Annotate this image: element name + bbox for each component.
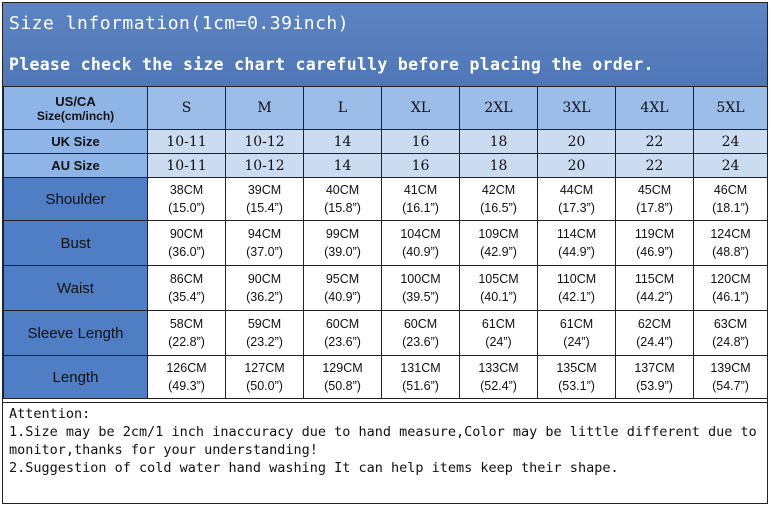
measurement-inch: (15.8”) bbox=[324, 201, 361, 215]
measurement-cm: 86CM bbox=[169, 272, 204, 286]
measurement-inch: (42.9”) bbox=[480, 245, 517, 259]
measurement-cm: 61CM bbox=[559, 317, 594, 331]
measurement-cell bbox=[538, 311, 616, 356]
measurement-row bbox=[4, 178, 768, 221]
measurement-cell bbox=[694, 221, 768, 266]
measurement-cell bbox=[148, 266, 226, 311]
au-size-cell: 18 bbox=[460, 154, 538, 178]
measurement-inch: (36.0”) bbox=[168, 245, 205, 259]
measurement-inch: (54.7”) bbox=[712, 379, 749, 393]
measurement-cm: 38CM bbox=[169, 183, 204, 197]
measurement-cm: 58CM bbox=[169, 317, 204, 331]
size-header-row bbox=[4, 87, 768, 130]
size-info-title: Size lnformation(1cm=0.39inch) bbox=[9, 13, 350, 34]
measurement-cell bbox=[226, 311, 304, 356]
note-line: 1.Size may be 2cm/1 inch inaccuracy due to hand measure,Color may be little different due to bbox=[9, 424, 757, 440]
corner-label-us-ca: US/CA bbox=[55, 93, 96, 109]
measurement-cell bbox=[616, 178, 694, 221]
au-size-cell: 16 bbox=[382, 154, 460, 178]
measurement-cm: 129CM bbox=[322, 361, 363, 375]
measurement-inch: (15.4”) bbox=[246, 201, 283, 215]
measurement-cm: 120CM bbox=[710, 272, 751, 286]
au-size-cell: 22 bbox=[616, 154, 694, 178]
measurement-inch: (22.8”) bbox=[168, 335, 205, 349]
measurement-inch: (50.0”) bbox=[246, 379, 283, 393]
measurement-cell bbox=[226, 356, 304, 399]
measurement-cm: 126CM bbox=[166, 361, 207, 375]
measurement-cm: 110CM bbox=[556, 272, 597, 286]
measurement-cm: 127CM bbox=[244, 361, 285, 375]
measurement-cell bbox=[382, 266, 460, 311]
measurement-cm: 109CM bbox=[478, 227, 519, 241]
uk-size-cell: 18 bbox=[460, 130, 538, 154]
measurement-row bbox=[4, 356, 768, 399]
size-header-cell: 3XL bbox=[538, 87, 616, 130]
measurement-inch: (15.0”) bbox=[168, 201, 205, 215]
measurement-cm: 135CM bbox=[556, 361, 597, 375]
measurement-cell bbox=[148, 221, 226, 266]
measurement-cell bbox=[694, 266, 768, 311]
measurement-label: Bust bbox=[4, 221, 148, 266]
measurement-inch: (35.4”) bbox=[168, 290, 205, 304]
measurement-inch: (46.9”) bbox=[636, 245, 673, 259]
measurement-cm: 137CM bbox=[634, 361, 675, 375]
measurement-cell bbox=[694, 311, 768, 356]
attention-heading: Attention: bbox=[9, 406, 91, 422]
measurement-inch: (53.1”) bbox=[558, 379, 595, 393]
measurement-inch: (44.2”) bbox=[636, 290, 673, 304]
measurement-inch: (17.8”) bbox=[636, 201, 673, 215]
size-header-cell: 5XL bbox=[694, 87, 768, 130]
uk-size-cell: 10-12 bbox=[226, 130, 304, 154]
measurement-cm: 45CM bbox=[637, 183, 672, 197]
measurement-label: Length bbox=[4, 356, 148, 399]
measurement-cell bbox=[382, 311, 460, 356]
measurement-inch: (18.1”) bbox=[712, 201, 749, 215]
measurement-cell bbox=[304, 356, 382, 399]
measurement-cell bbox=[460, 356, 538, 399]
size-header-cell: 2XL bbox=[460, 87, 538, 130]
measurement-cm: 44CM bbox=[559, 183, 594, 197]
measurement-cm: 95CM bbox=[325, 272, 360, 286]
measurement-cm: 124CM bbox=[710, 227, 751, 241]
measurement-inch: (39.5”) bbox=[402, 290, 439, 304]
measurement-cm: 60CM bbox=[403, 317, 438, 331]
note-line: 2.Suggestion of cold water hand washing It can help items keep their shape. bbox=[9, 460, 619, 476]
measurement-inch: (53.9”) bbox=[636, 379, 673, 393]
au-size-cell: 24 bbox=[694, 154, 768, 178]
size-chart-instruction: Please check the size chart carefully before placing the order. bbox=[9, 55, 654, 74]
measurement-inch: (23.2”) bbox=[246, 335, 283, 349]
measurement-cell bbox=[226, 266, 304, 311]
measurement-cm: 62CM bbox=[637, 317, 672, 331]
au-size-cell: 10-12 bbox=[226, 154, 304, 178]
measurement-cell bbox=[538, 266, 616, 311]
size-header-cell: L bbox=[304, 87, 382, 130]
corner-label bbox=[4, 87, 148, 130]
measurement-inch: (46.1”) bbox=[712, 290, 749, 304]
measurement-cell bbox=[694, 356, 768, 399]
measurement-inch: (17.3”) bbox=[558, 201, 595, 215]
measurement-cm: 139CM bbox=[710, 361, 751, 375]
measurement-cm: 114CM bbox=[556, 227, 597, 241]
measurement-cm: 100CM bbox=[400, 272, 441, 286]
measurement-inch: (24.8”) bbox=[712, 335, 749, 349]
uk-size-cell: 14 bbox=[304, 130, 382, 154]
measurement-inch: (23.6”) bbox=[324, 335, 361, 349]
measurement-inch: (40.9”) bbox=[324, 290, 361, 304]
measurement-cm: 61CM bbox=[481, 317, 516, 331]
uk-size-cell: 10-11 bbox=[148, 130, 226, 154]
uk-size-cell: 20 bbox=[538, 130, 616, 154]
measurement-cell bbox=[148, 178, 226, 221]
note-line: monitor,thanks for your understanding! bbox=[9, 442, 318, 458]
au-size-cell: 10-11 bbox=[148, 154, 226, 178]
measurement-inch: (49.3”) bbox=[168, 379, 205, 393]
attention-notes bbox=[3, 402, 767, 504]
measurement-cm: 63CM bbox=[713, 317, 748, 331]
measurement-cm: 104CM bbox=[400, 227, 441, 241]
measurement-inch: (51.6”) bbox=[402, 379, 439, 393]
measurement-cm: 40CM bbox=[325, 183, 360, 197]
measurement-cell bbox=[148, 356, 226, 399]
uk-size-cell: 16 bbox=[382, 130, 460, 154]
measurement-cell bbox=[538, 356, 616, 399]
measurement-cm: 39CM bbox=[247, 183, 282, 197]
au-size-row bbox=[4, 154, 768, 178]
measurement-inch: (37.0”) bbox=[246, 245, 283, 259]
measurement-inch: (42.1”) bbox=[558, 290, 595, 304]
measurement-inch: (16.1”) bbox=[402, 201, 439, 215]
measurement-inch: (24”) bbox=[563, 335, 590, 349]
measurement-rows bbox=[4, 178, 768, 399]
measurement-cm: 46CM bbox=[713, 183, 748, 197]
measurement-inch: (24.4”) bbox=[636, 335, 673, 349]
measurement-cell bbox=[304, 311, 382, 356]
measurement-cell bbox=[304, 221, 382, 266]
measurement-cell bbox=[304, 178, 382, 221]
measurement-cell bbox=[694, 178, 768, 221]
uk-size-row bbox=[4, 130, 768, 154]
measurement-inch: (23.6”) bbox=[402, 335, 439, 349]
measurement-cm: 131CM bbox=[400, 361, 441, 375]
measurement-cm: 133CM bbox=[478, 361, 519, 375]
size-header-cell: 4XL bbox=[616, 87, 694, 130]
uk-size-cell: 22 bbox=[616, 130, 694, 154]
measurement-cell bbox=[616, 221, 694, 266]
measurement-row bbox=[4, 311, 768, 356]
measurement-cell bbox=[226, 221, 304, 266]
measurement-cm: 90CM bbox=[247, 272, 282, 286]
measurement-cm: 60CM bbox=[325, 317, 360, 331]
measurement-cm: 42CM bbox=[481, 183, 516, 197]
measurement-cell bbox=[460, 266, 538, 311]
measurement-cell bbox=[616, 266, 694, 311]
measurement-label: Shoulder bbox=[4, 178, 148, 221]
measurement-inch: (50.8”) bbox=[324, 379, 361, 393]
size-header-cell: S bbox=[148, 87, 226, 130]
measurement-inch: (16.5”) bbox=[480, 201, 517, 215]
measurement-inch: (48.8”) bbox=[712, 245, 749, 259]
au-size-cell: 14 bbox=[304, 154, 382, 178]
measurement-cell bbox=[460, 311, 538, 356]
measurement-cm: 119CM bbox=[634, 227, 675, 241]
au-size-label: AU Size bbox=[4, 154, 148, 178]
measurement-inch: (44.9”) bbox=[558, 245, 595, 259]
header-banner bbox=[3, 3, 767, 87]
measurement-inch: (36.2”) bbox=[246, 290, 283, 304]
measurement-inch: (40.9”) bbox=[402, 245, 439, 259]
measurement-cell bbox=[148, 311, 226, 356]
size-table bbox=[3, 86, 768, 399]
measurement-cell bbox=[382, 221, 460, 266]
measurement-cm: 105CM bbox=[478, 272, 519, 286]
measurement-inch: (52.4”) bbox=[480, 379, 517, 393]
au-size-cell: 20 bbox=[538, 154, 616, 178]
measurement-cell bbox=[538, 221, 616, 266]
size-header-cell: XL bbox=[382, 87, 460, 130]
measurement-cell bbox=[460, 178, 538, 221]
measurement-label: Waist bbox=[4, 266, 148, 311]
measurement-label: Sleeve Length bbox=[4, 311, 148, 356]
measurement-cell bbox=[460, 221, 538, 266]
measurement-cm: 94CM bbox=[247, 227, 282, 241]
measurement-cell bbox=[538, 178, 616, 221]
measurement-cell bbox=[616, 311, 694, 356]
measurement-cm: 99CM bbox=[325, 227, 360, 241]
measurement-inch: (39.0”) bbox=[324, 245, 361, 259]
measurement-row bbox=[4, 266, 768, 311]
measurement-cell bbox=[616, 356, 694, 399]
measurement-inch: (24”) bbox=[485, 335, 512, 349]
measurement-inch: (40.1”) bbox=[480, 290, 517, 304]
measurement-cell bbox=[226, 178, 304, 221]
measurement-cm: 115CM bbox=[634, 272, 675, 286]
uk-size-cell: 24 bbox=[694, 130, 768, 154]
measurement-cell bbox=[304, 266, 382, 311]
measurement-row bbox=[4, 221, 768, 266]
measurement-cm: 41CM bbox=[403, 183, 438, 197]
corner-label-unit: Size(cm/inch) bbox=[36, 108, 115, 123]
measurement-cell bbox=[382, 356, 460, 399]
measurement-cm: 90CM bbox=[169, 227, 204, 241]
size-header-cell: M bbox=[226, 87, 304, 130]
measurement-cm: 59CM bbox=[247, 317, 282, 331]
size-chart-image bbox=[2, 2, 768, 504]
uk-size-label: UK Size bbox=[4, 130, 148, 154]
measurement-cell bbox=[382, 178, 460, 221]
